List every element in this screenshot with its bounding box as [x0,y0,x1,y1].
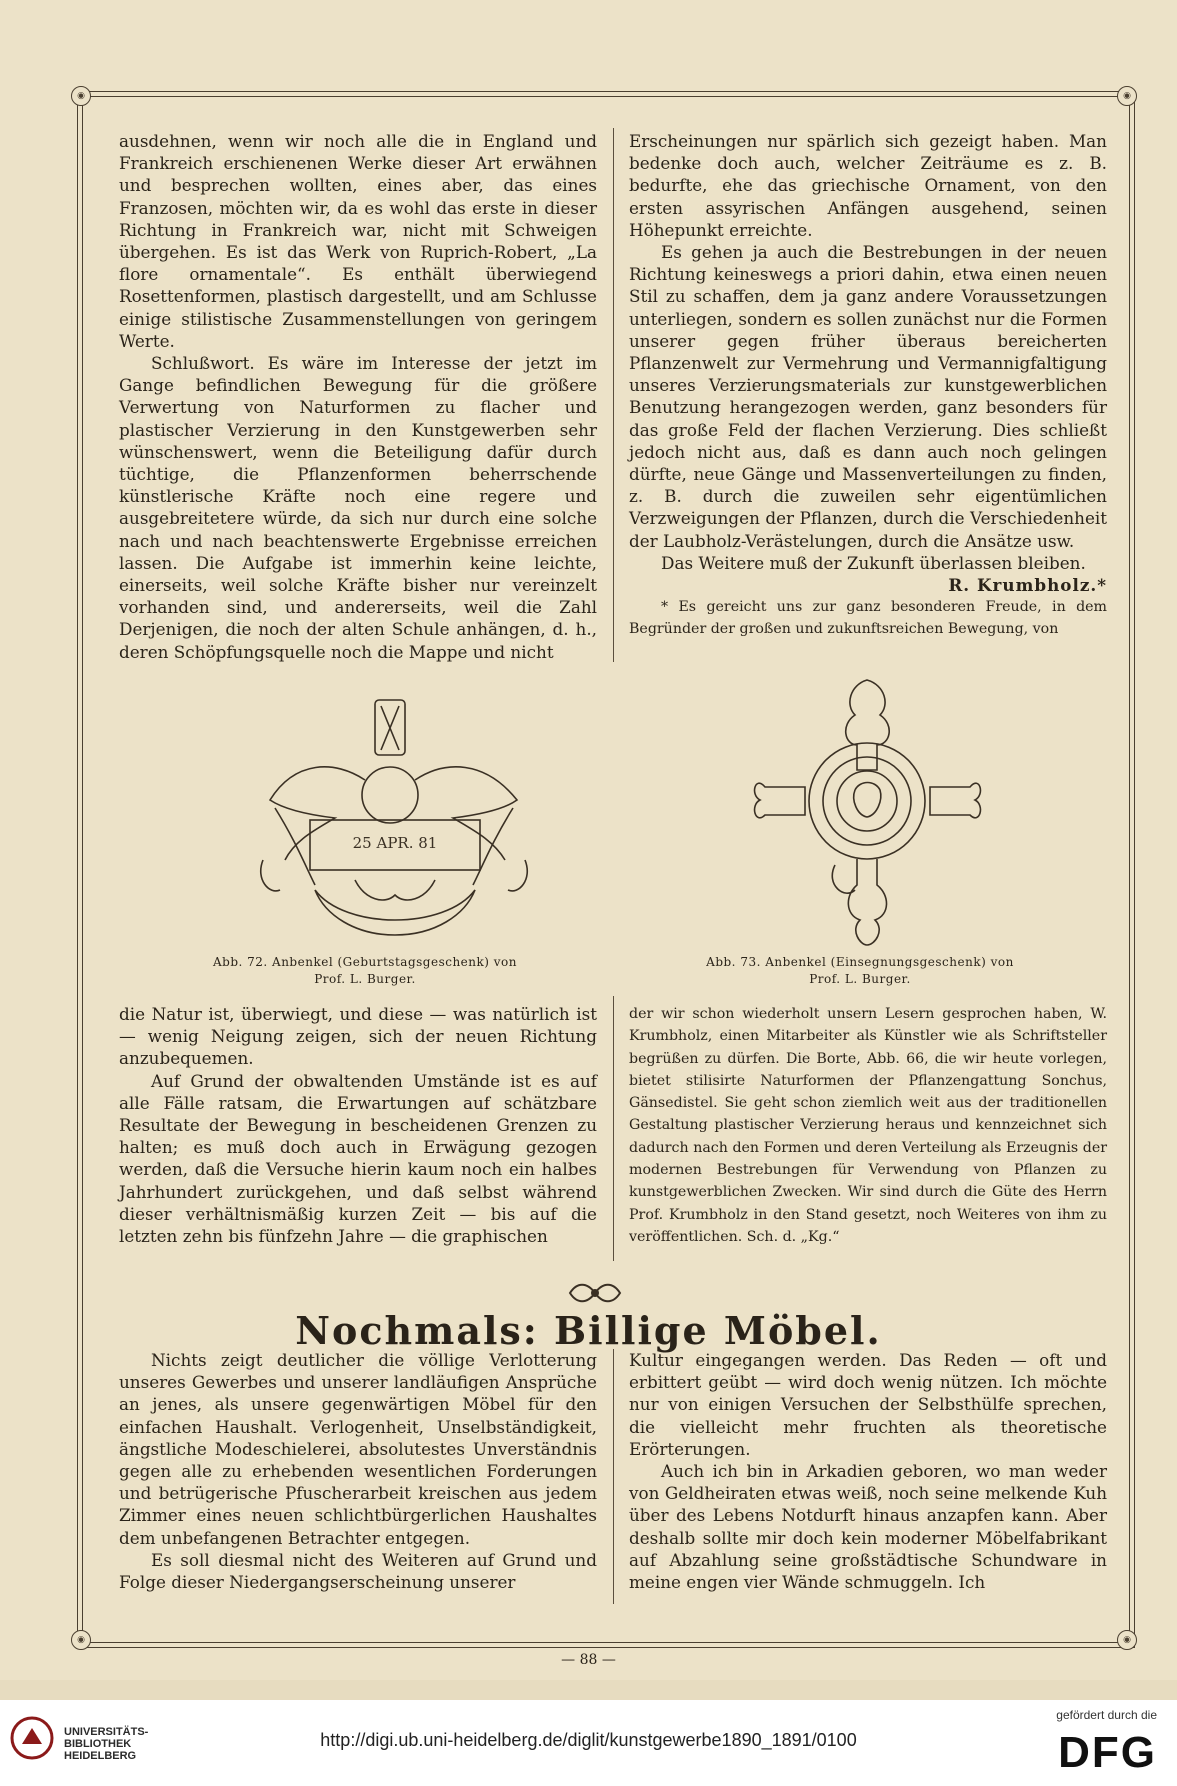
paragraph: Schlußwort. Es wäre im Interesse der jetzt im Gange befindlichen Bewegung für die größere Verwertung von Naturformen zu flacher und plastischer Verzierung in den Kunstgewerben sehr wünschenswert, wenn die Beteiligung dafür durch tüchtige, die Pflanzenformen beherrschende künstlerische Kräfte noch eine regere und ausgebreitetere würde, da sich nur durch eine solche nach und nach beachtenswerte Ergebnisse erreichen lassen. Die Aufgabe ist immerhin keine leichte, einerseits, weil solche Kräfte bisher nur vereinzelt vorhanden sind, und andererseits, weil die Zahl Derjenigen, die noch der alten Schule anhängen, d. h., deren Schöpfungsquelle noch die Mappe und nicht [119,353,597,662]
article-column-left-bottom [119,1349,597,1593]
article-column-left-mid [119,1003,597,1247]
column-divider [613,1349,614,1604]
funding-note: gefördert durch die [1056,1708,1157,1722]
author-signature: R. Krumbholz.* [948,575,1107,596]
source-url-link[interactable]: http://digi.ub.uni-heidelberg.de/diglit/kunstgewerbe1890_1891/0100 [320,1730,857,1750]
frame-corner-ornament: ◉ [1117,1630,1137,1650]
paragraph: Erscheinungen nur spärlich sich gezeigt haben. Man bedenke doch auch, welcher Zeiträume es z. B. bedurfte, ehe das griechische Ornament, von den ersten assyrischen Anfängen ausgehend, seinen Höhepunkt erreichte. [629,131,1107,240]
page-number: — 88 — [561,1652,616,1668]
paragraph: Nichts zeigt deutlicher die völlige Verlotterung unseres Gewerbes und unserer landläufigen Ansprüche an jenes, als unsere gegenwärtigen Möbel für den einfachen Haushalt. Verlogenheit, Unselbständigkeit, ängstliche Modeschielerei, absolutestes Unverständnis gegen alle zu erhebenden wesentlichen Forderungen und betrügerische Pfuscherarbeit kreischen aus jedem Zimmer eines neuen schlichtbürgerlichen Haushaltes dem unbefangenen Betrachter entgegen. [119,1350,597,1548]
article-column-right-bottom [629,1349,1107,1593]
paragraph: ausdehnen, wenn wir noch alle die in England und Frankreich erschienenen Werke dieser Art erwähnen und besprechen wollten, eines aber, das eines Franzosen, möchten wir, da es wohl das erste in dieser Richtung in Frankreich war, nicht mit Schweigen übergehen. Es ist das Werk von Ruprich-Robert, „La flore ornamentale“. Es enthält überwiegend Rosettenformen, plastisch dargestellt, und am Schlusse einige stilistische Zusammenstellungen von geringem Werte. [119,131,597,351]
frame-corner-ornament: ◉ [71,1630,91,1650]
library-name: UNIVERSITÄTS- BIBLIOTHEK HEIDELBERG [64,1726,149,1762]
figure-72-caption: Abb. 72. Anbenkel (Geburtstagsgeschenk) von Prof. L. Burger. [212,955,518,986]
pendant-date-inscription: 25 APR. 81 [352,834,438,852]
article-column-left-top [119,130,597,663]
digitization-footer [0,1700,1177,1786]
frame-corner-ornament: ◉ [71,86,91,106]
paragraph: Es soll diesmal nicht des Weiteren auf Grund und Folge dieser Niedergangserscheinung unserer [119,1549,597,1593]
paragraph: Das Weitere muß der Zukunft überlassen bleiben. [661,552,1086,573]
footnote-continuation [629,1003,1107,1248]
figure-73-cross-pendant-illustration [745,675,990,950]
figure-72-pendant-illustration [255,690,540,940]
paragraph: die Natur ist, überwiegt, und diese — was natürlich ist — wenig Neigung zeigen, sich der neuen Richtung anzubequemen. [119,1004,597,1069]
paragraph: Auch ich bin in Arkadien geboren, wo man weder von Geldheiraten etwas weiß, noch seine melkende Kuh über des Lebens Notdurft hinaus anzapfen kann. Aber deshalb sollte mir doch kein moderner Möbelfabrikant auf Abzahlung seine großstädtische Schundware in meine engen vier Wände schmuggeln. Ich [629,1461,1107,1593]
article-column-right-top [629,130,1107,640]
dfg-logo: DFG [1058,1728,1157,1777]
section-heading: Nochmals: Billige Möbel. [295,1308,882,1353]
figure-73-caption: Abb. 73. Anbenkel (Einsegnungsgeschenk) von Prof. L. Burger. [706,955,1014,986]
paragraph: Es gehen ja auch die Bestrebungen in der neuen Richtung keineswegs a priori dahin, etwa einen neuen Stil zu schaffen, dem ja ganz andere Voraussetzungen unterliegen, sondern es sollen zunächst nur die Formen unserer gegen früher überaus bereicherten Pflanzenwelt zur Vermehrung und Vermannigfaltigung unseres Verzierungsmaterials zur kunstgewerblichen Benutzung herangezogen werden, ganz besonders für das große Feld der flachen Verzierung. Dies schließt jedoch nicht aus, daß es dann auch noch gelingen dürfte, neue Gänge und Massenverteilungen zu finden, z. B. durch die zuweilen sehr eigentümlichen Verzweigungen der Pflanzen, durch die Verschiedenheit der Laubholz-Verästelungen, durch die Ansätze usw. [629,242,1107,551]
section-ornament-icon [565,1280,625,1306]
column-divider [613,128,614,662]
frame-corner-ornament: ◉ [1117,86,1137,106]
paragraph: Kultur eingegangen werden. Das Reden — oft und erbittert geübt — wird doch wenig nützen. Ich möchte nur von einigen Versuchen der Selbsthülfe sprechen, die vielleicht mehr fruchten als theoretische Erörterungen. [629,1350,1107,1459]
footnote: * Es gereicht uns zur ganz besonderen Freude, in dem Begründer der großen und zukunftsreichen Bewegung, von [629,599,1107,638]
paragraph: Auf Grund der obwaltenden Umstände ist es auf alle Fälle ratsam, die Erwartungen auf schätzbare Resultate der Bewegung in bescheidenen Grenzen zu halten; es muß doch auch in Erwägung gezogen werden, daß die Versuche hierin kaum noch ein halbes Jahrhundert zurückgehen, und daß selbst während dieser verhältnismäßig kurzen Zeit — bis auf die letzten zehn bis fünfzehn Jahre — die graphischen [119,1070,597,1247]
column-divider [613,996,614,1261]
footnote: der wir schon wiederholt unsern Lesern gesprochen haben, W. Krumbholz, einen Mitarbeiter als Künstler wie als Schriftsteller begrüßen zu dürfen. Die Borte, Abb. 66, die wir heute vorlegen, bietet stilisirte Naturformen der Pflanzengattung Sonchus, Gänsedistel. Sie geht schon ziemlich weit aus der traditionellen Gestaltung plastischer Verzierung heraus und kennzeichnet sich dadurch nach den Formen und deren Verteilung als Erzeugnis der modernen Bestrebungen für Verwendung von Pflanzen zu kunstgewerblichen Zwecken. Wir sind durch die Güte des Herrn Prof. Krumbholz in den Stand gesetzt, noch Weiteres von ihm zu veröffentlichen. Sch. d. „Kg.“ [629,1006,1107,1245]
